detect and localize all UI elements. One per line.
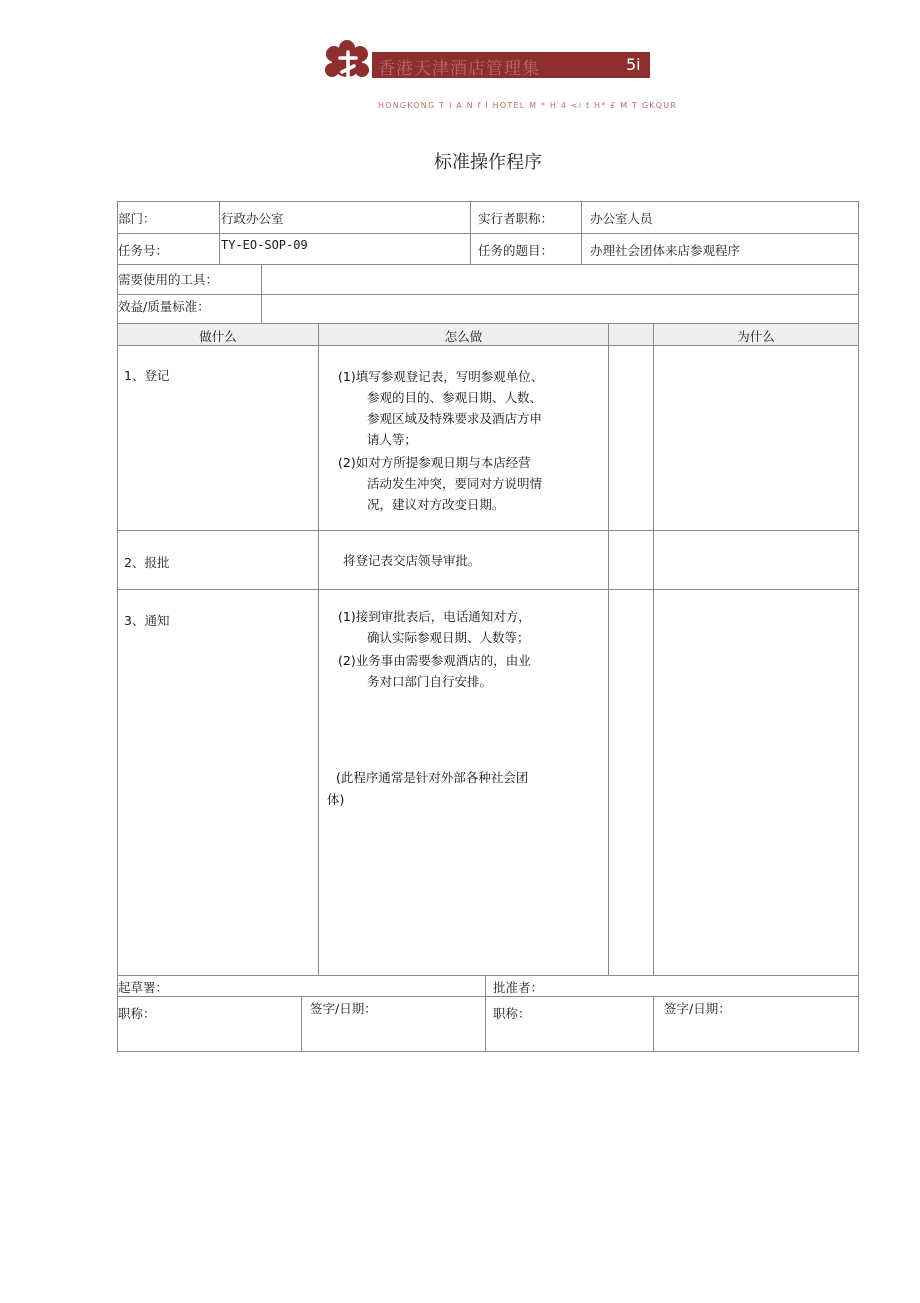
step-1-how-line: (2)如对方所提参观日期与本店经营 [338,455,531,470]
approver-title-label: 职称： [493,1006,531,1021]
executor-label: 实行者职称： [478,211,554,226]
dept-value: 行政办公室 [221,211,284,226]
step-3-how-line: 确认实际参观日期、人数等； [367,630,530,645]
column-header-how: 怎么做 [444,329,483,344]
task-no-label: 任务号： [118,243,169,258]
task-no-value: TY-EO-SOP-09 [221,238,308,252]
hotel-banner-text: 香港天津酒店管理集 [378,59,540,79]
column-header-why: 为什么 [737,329,775,344]
drafter-title-label: 职称： [118,1006,156,1021]
step-2-how-line: 将登记表交店领导审批。 [343,553,481,568]
step-1-how-line: (1)填写参观登记表，写明参观单位、 [338,369,544,384]
step-3-how-line: (1)接到审批表后，电话通知对方， [338,609,531,624]
executor-value: 办公室人员 [590,211,653,226]
drafter-label: 起草署： [118,980,169,995]
step-1-how-line: 参观的目的、参观日期、人数、 [367,390,543,405]
drafter-sign-date-label: 签字/日期： [310,1001,377,1016]
step-1-what: 1、登记 [124,368,170,383]
step-1-how-line: 参观区域及特殊要求及酒店方申 [367,411,543,426]
task-topic-value: 办理社会团体来店参观程序 [590,243,741,258]
hotel-logo-emblem [318,38,376,86]
step-2-what: 2、报批 [124,555,170,570]
step-3-what: 3、通知 [124,613,170,628]
step-3-how-line: (2)业务事由需要参观酒店的，由业 [338,653,531,668]
step-3-how-line: 务对口部门自行安排。 [367,674,493,689]
page-title: 标准操作程序 [434,152,542,173]
step-1-how-line: 活动发生冲突，要同对方说明情 [367,476,543,491]
tools-label: 需要使用的工具： [118,272,219,287]
step-3-note-line: 体) [327,792,345,807]
approver-sign-date-label: 签字/日期： [664,1001,731,1016]
hotel-banner-number: 5i [626,55,641,74]
step-3-note-line: (此程序通常是针对外部各种社会团 [336,770,529,785]
step-1-how-line: 请人等； [367,432,418,447]
hotel-subtitle: HONGKONG T I A N f I HOTEL M * H 4 <i t H* £ M T GKQUR [378,101,678,110]
column-header-what: 做什么 [199,329,237,344]
approver-label: 批准者： [493,980,544,995]
benefit-label: 效益/质量标准： [118,299,210,314]
step-1-how-line: 况，建议对方改变日期。 [367,497,505,512]
dept-label: 部门： [118,211,156,226]
task-topic-label: 任务的题目： [478,243,554,258]
